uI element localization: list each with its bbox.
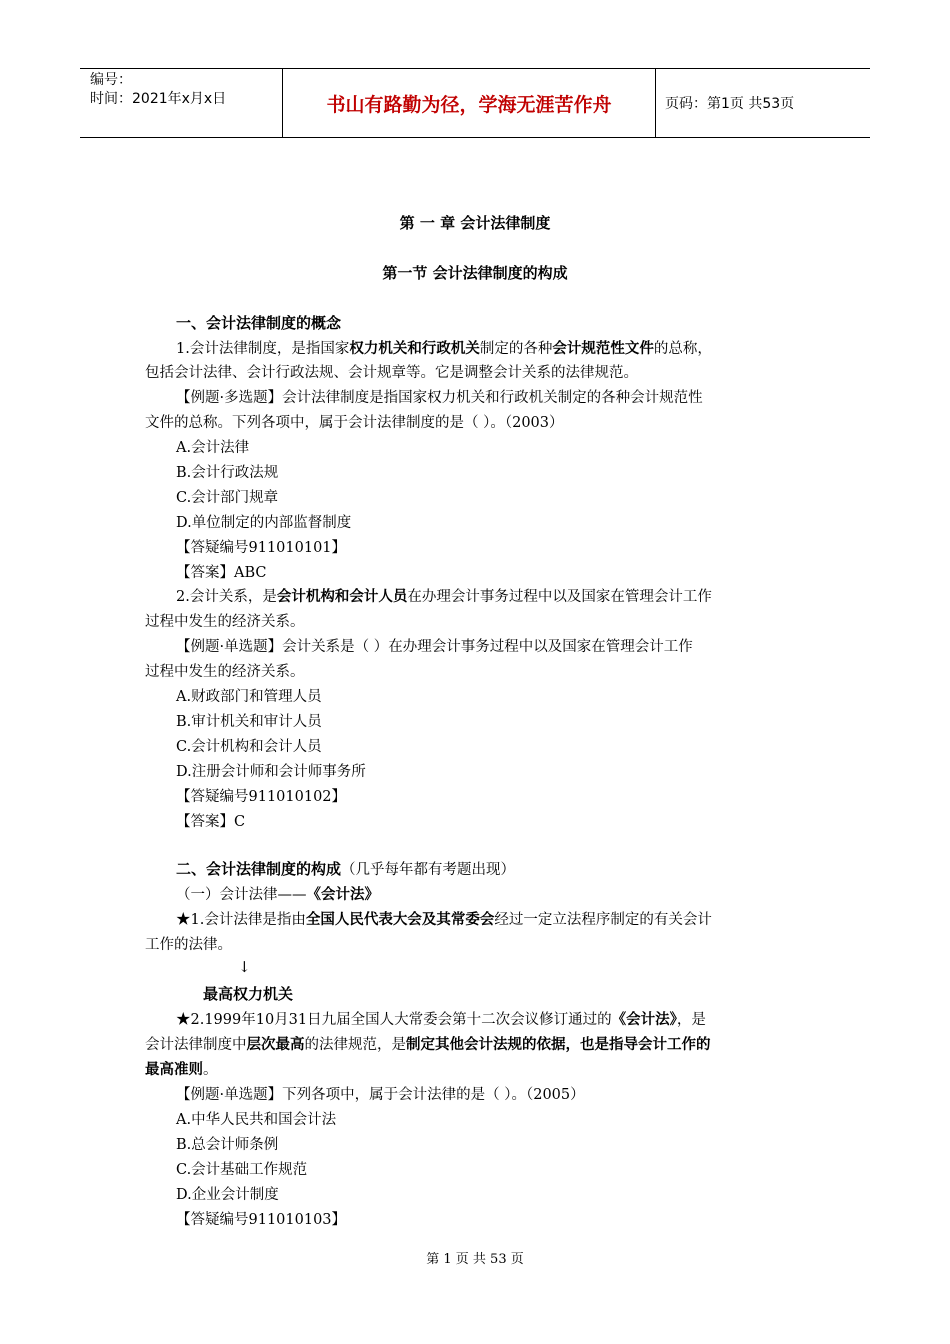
part2-p1-cont: 工作的法律。 [145,937,232,953]
header-meta [80,69,282,137]
number-label: 编号： [90,72,132,88]
example1-option-c: C.会计部门规章 [176,490,279,506]
chapter-title: 第 一 章 会计法律制度 [399,214,551,232]
down-arrow-icon: ↓ [238,958,251,976]
part1-p1: 1.会计法律制度，是指国家权力机关和行政机关制定的各种会计规范性文件的总称， [176,341,712,357]
example3-option-c: C.会计基础工作规范 [176,1162,308,1178]
header-page-info [665,69,870,137]
example1-option-a: A.会计法律 [176,440,250,456]
example3-line1: 【例题·单选题】下列各项中，属于会计法律的是（ ）。（2005） [176,1087,585,1103]
part2-p2: ★2.1999年10月31日九届全国人大常委会第十二次会议修订通过的《会计法》，是 [176,1012,706,1028]
example2-option-b: B.审计机关和审计人员 [176,714,322,730]
example1-line1: 【例题·多选题】会计法律制度是指国家权力机关和行政机关制定的各种会计规范性 [176,390,703,406]
header-motto: 书山有路勤为径，学海无涯苦作舟 [282,69,656,137]
example2-option-c: C.会计机构和会计人员 [176,739,322,755]
part2-sub1: （一）会计法律——《会计法》 [176,887,379,903]
example3-question-id: 【答疑编号911010103】 [176,1212,347,1228]
part2-p1: ★1.会计法律是指由全国人民代表大会及其常委会经过一定立法程序制定的有关会计 [176,912,712,928]
example1-option-d: D.单位制定的内部监督制度 [176,515,352,531]
page-info-text: 页码：第1页 共53页 [665,96,795,112]
part2-p2-end: 最高准则。 [145,1062,218,1078]
example2-option-a: A.财政部门和管理人员 [176,689,322,705]
example2-line2: 过程中发生的经济关系。 [145,664,305,680]
example1-line2: 文件的总称。下列各项中，属于会计法律制度的是（ ）。（2003） [145,415,564,431]
part2-heading: 二、会计法律制度的构成（几乎每年都有考题出现） [176,860,516,878]
part2-p2-cont: 会计法律制度中层次最高的法律规范，是制定其他会计法规的依据，也是指导会计工作的 [145,1037,711,1053]
part1-p2: 2.会计关系，是会计机构和会计人员在办理会计事务过程中以及国家在管理会计工作 [176,589,712,605]
page-header [80,68,870,138]
example3-option-d: D.企业会计制度 [176,1187,279,1203]
example1-option-b: B.会计行政法规 [176,465,279,481]
example2-option-d: D.注册会计师和会计师事务所 [176,764,366,780]
part1-p2-cont: 过程中发生的经济关系。 [145,614,305,630]
part1-heading: 一、会计法律制度的概念 [176,314,342,332]
example1-question-id: 【答疑编号911010101】 [176,540,347,556]
time-label: 时间：2021年x月x日 [90,91,227,107]
example3-option-b: B.总会计师条例 [176,1137,279,1153]
example3-option-a: A.中华人民共和国会计法 [176,1112,337,1128]
part2-heading-note: （几乎每年都有考题出现） [341,862,516,878]
example1-answer: 【答案】ABC [176,565,267,581]
page-footer: 第 1 页 共 53 页 [426,1252,524,1267]
example2-answer: 【答案】C [176,814,246,830]
example2-line1: 【例题·单选题】会计关系是（ ）在办理会计事务过程中以及国家在管理会计工作 [176,639,693,655]
part1-p1-cont: 包括会计法律、会计行政法规、会计规章等。它是调整会计关系的法律规范。 [145,365,638,381]
highest-authority-label: 最高权力机关 [203,985,294,1003]
example2-question-id: 【答疑编号911010102】 [176,789,347,805]
section-title: 第一节 会计法律制度的构成 [382,264,568,282]
